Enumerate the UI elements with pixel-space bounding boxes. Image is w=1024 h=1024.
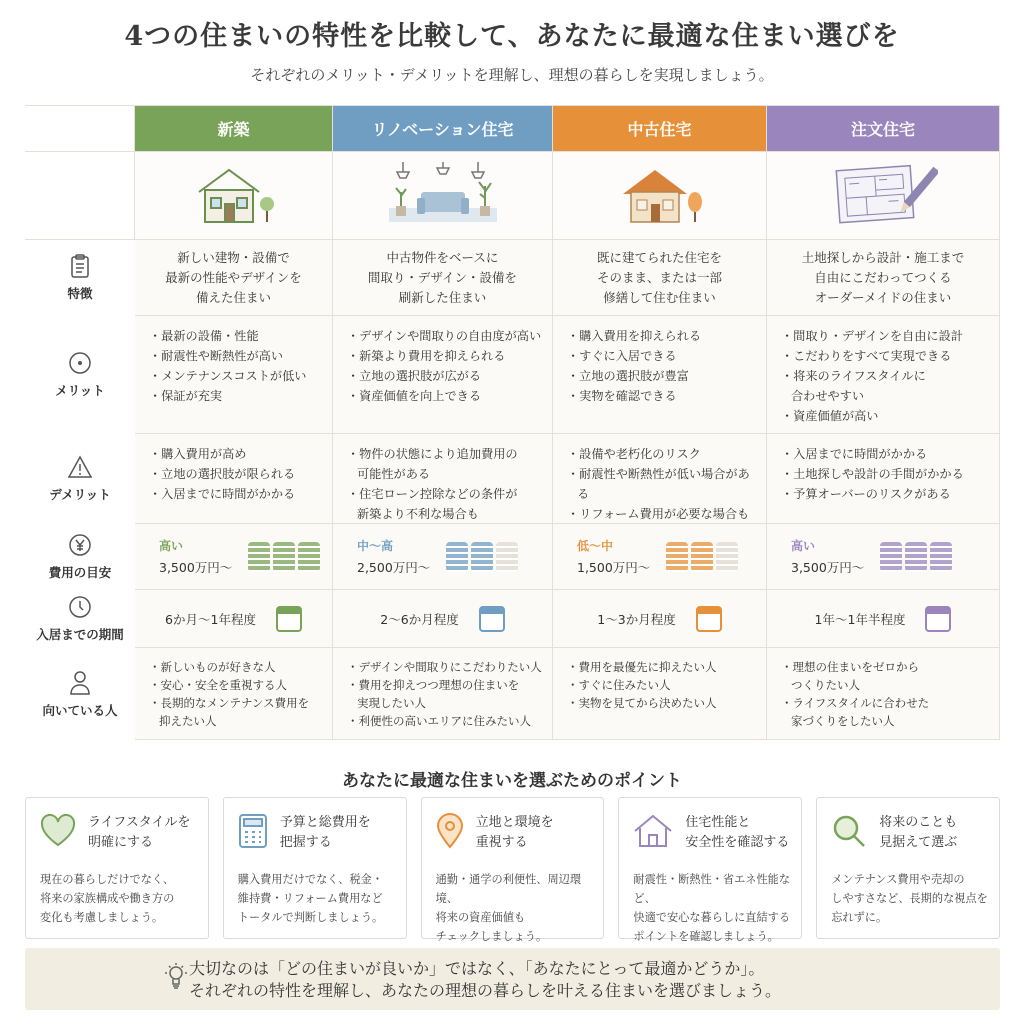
points-cards bbox=[25, 797, 1000, 943]
row-label-merit bbox=[25, 316, 135, 434]
coin-icon bbox=[716, 542, 738, 572]
coin-icon bbox=[666, 542, 688, 572]
list-item: ・予算オーバーのリスクがある bbox=[781, 487, 951, 501]
cost-level: 低〜中 bbox=[577, 539, 614, 553]
calendar-icon bbox=[696, 606, 722, 632]
coin-icon bbox=[446, 542, 468, 572]
cost-amount: 2,500万円〜 bbox=[357, 560, 431, 575]
demerit-cell-2 bbox=[553, 434, 767, 524]
row-label-demerit bbox=[25, 434, 135, 524]
comparison-table bbox=[25, 105, 1000, 739]
suited-list bbox=[135, 648, 332, 730]
list-item: ・住宅ローン控除などの条件が 新築より不利な場合も bbox=[347, 487, 518, 521]
clock-icon bbox=[68, 595, 92, 619]
column-header-3: 注文住宅 bbox=[767, 106, 1000, 152]
list-item: ・立地の選択肢が限られる bbox=[149, 467, 296, 481]
list-item: ・こだわりをすべて実現できる bbox=[781, 349, 952, 363]
coin-icon bbox=[930, 542, 952, 572]
list-item: ・入居までに時間がかかる bbox=[149, 487, 296, 501]
clipboard-icon bbox=[69, 254, 91, 278]
point-card-0 bbox=[25, 797, 209, 939]
list-item: ・土地探しや設計の手間がかかる bbox=[781, 467, 964, 481]
point-card-3 bbox=[618, 797, 802, 943]
point-card-body: メンテナンス費用や売却の しやすさなど、長期的な視点を 忘れずに。 bbox=[831, 873, 988, 924]
row-label-text: 特徴 bbox=[67, 286, 93, 301]
column-illustration-3 bbox=[767, 152, 1000, 240]
row-label-text: メリット bbox=[55, 383, 105, 398]
list-item: ・最新の設備・性能 bbox=[149, 329, 259, 343]
cost-cell-2 bbox=[553, 524, 767, 590]
cost-amount: 3,500万円〜 bbox=[159, 560, 233, 575]
point-card-title: 将来のことも 見据えて選ぶ bbox=[879, 815, 958, 850]
cost-cell-3 bbox=[767, 524, 1000, 590]
suited-cell-3 bbox=[767, 648, 1000, 740]
column-illustration-2 bbox=[553, 152, 767, 240]
list-item: ・ライフスタイルに合わせた 家づくりをしたい人 bbox=[781, 696, 930, 728]
row-label-text: 費用の目安 bbox=[48, 565, 112, 580]
list-item: ・実物を見てから決めたい人 bbox=[567, 696, 717, 710]
coin-stack-icon bbox=[248, 542, 320, 572]
list-item: ・リフォーム費用が必要な場合も bbox=[567, 507, 750, 521]
list-item: ・購入費用を抑えられる bbox=[567, 329, 702, 343]
suited-cell-1 bbox=[333, 648, 553, 740]
page-subtitle: それぞれのメリット・デメリットを理解し、理想の暮らしを実現しましょう。 bbox=[250, 66, 774, 84]
cost-text bbox=[577, 537, 650, 576]
list-item: ・資産価値が高い bbox=[781, 409, 879, 423]
coin-icon bbox=[298, 542, 320, 572]
cost-level: 高い bbox=[159, 539, 184, 553]
point-card-head bbox=[238, 812, 396, 854]
list-item: ・耐震性や断熱性が低い場合がある bbox=[567, 467, 750, 501]
merit-list bbox=[767, 316, 999, 426]
period-cell-0 bbox=[135, 590, 333, 648]
cost-cell-0 bbox=[135, 524, 333, 590]
house-outline-icon bbox=[633, 813, 673, 853]
point-card-head bbox=[40, 812, 198, 854]
calendar-icon bbox=[925, 606, 951, 632]
coin-icon bbox=[273, 542, 295, 572]
cost-level: 高い bbox=[791, 539, 816, 553]
row-label-suited bbox=[25, 648, 135, 740]
list-item: ・費用を最優先に抑えたい人 bbox=[567, 660, 717, 674]
demerit-cell-0 bbox=[135, 434, 333, 524]
coin-stack-icon bbox=[446, 542, 518, 572]
coin-icon bbox=[496, 542, 518, 572]
row-label-text: 向いている人 bbox=[42, 703, 118, 718]
column-illustration-1 bbox=[333, 152, 553, 240]
magnifier-icon bbox=[831, 813, 867, 853]
list-item: ・保証が充実 bbox=[149, 389, 223, 403]
cost-text bbox=[357, 537, 430, 576]
row-label-text: 入居までの期間 bbox=[36, 627, 124, 642]
point-card-body: 購入費用だけでなく、税金・ 維持費・リフォーム費用など トータルで判断しましょう。 bbox=[237, 873, 384, 924]
point-card-head bbox=[633, 812, 791, 854]
list-item: ・間取り・デザインを自由に設計 bbox=[781, 329, 963, 343]
row-label-cost bbox=[25, 524, 135, 590]
demerit-cell-1 bbox=[333, 434, 553, 524]
yen-icon bbox=[68, 533, 92, 557]
living-room-icon bbox=[383, 162, 503, 230]
list-item: ・すぐに住みたい人 bbox=[567, 678, 671, 692]
coin-stack-icon bbox=[880, 542, 952, 572]
list-item: ・理想の住まいをゼロから つくりたい人 bbox=[781, 660, 919, 692]
list-item: ・購入費用が高め bbox=[149, 447, 247, 461]
image-row-label bbox=[25, 152, 135, 240]
comparison-grid bbox=[25, 106, 1000, 740]
cost-cell-1 bbox=[333, 524, 553, 590]
demerit-list bbox=[767, 434, 999, 504]
period-cell-1 bbox=[333, 590, 553, 648]
cost-amount: 3,500万円〜 bbox=[791, 560, 865, 575]
coin-icon bbox=[471, 542, 493, 572]
cost-level: 中〜高 bbox=[357, 539, 394, 553]
feature-cell-0: 新しい建物・設備で 最新の性能やデザインを 備えた住まい bbox=[135, 240, 333, 316]
period-cell-3 bbox=[767, 590, 1000, 648]
list-item: ・利便性の高いエリアに住みたい人 bbox=[347, 714, 531, 728]
circle-dot-icon bbox=[68, 351, 92, 375]
column-header-0: 新築 bbox=[135, 106, 333, 152]
heart-icon bbox=[40, 814, 76, 852]
merit-list bbox=[135, 316, 332, 406]
list-item: ・立地の選択肢が豊富 bbox=[567, 369, 689, 383]
column-header-2: 中古住宅 bbox=[553, 106, 767, 152]
list-item: ・耐震性や断熱性が高い bbox=[149, 349, 284, 363]
point-card-1 bbox=[223, 797, 407, 939]
suited-list bbox=[767, 648, 999, 730]
calculator-icon bbox=[238, 813, 268, 853]
point-card-2 bbox=[421, 797, 605, 943]
list-item: ・安心・安全を重視する人 bbox=[149, 678, 287, 692]
summary-note bbox=[25, 948, 1000, 1010]
suited-cell-2 bbox=[553, 648, 767, 740]
demerit-list bbox=[135, 434, 332, 504]
list-item: ・入居までに時間がかかる bbox=[781, 447, 928, 461]
list-item: ・立地の選択肢が広がる bbox=[347, 369, 482, 383]
calendar-icon bbox=[276, 606, 302, 632]
list-item: ・すぐに入居できる bbox=[567, 349, 677, 363]
list-item: ・設備や老朽化のリスク bbox=[567, 447, 701, 461]
row-label-feature bbox=[25, 240, 135, 316]
list-item: ・費用を抑えつつ理想の住まいを 実現したい人 bbox=[347, 678, 520, 710]
coin-icon bbox=[905, 542, 927, 572]
table-corner bbox=[25, 106, 135, 152]
page-title: 4つの住まいの特性を比較して、あなたに最適な住まい選びを bbox=[124, 21, 900, 52]
merit-cell-3 bbox=[767, 316, 1000, 434]
calendar-icon bbox=[479, 606, 505, 632]
summary-note-text: 大切なのは「どの住まいが良いか」ではなく、「あなたにとって最適かどうか」。 それぞれの特性を理解し、あなたの理想の暮らしを叶える住まいを選びましょう。 bbox=[189, 959, 782, 1000]
list-item: ・将来のライフスタイルに 合わせやすい bbox=[781, 369, 926, 403]
list-item: ・デザインや間取りの自由度が高い bbox=[347, 329, 542, 343]
feature-cell-3: 土地探しから設計・施工まで 自由にこだわってつくる オーダーメイドの住まい bbox=[767, 240, 1000, 316]
period-text: 1〜3か月程度 bbox=[597, 611, 676, 627]
list-item: ・メンテナンスコストが低い bbox=[149, 369, 307, 383]
warning-icon bbox=[67, 455, 93, 479]
person-icon bbox=[68, 669, 92, 695]
point-card-body: 現在の暮らしだけでなく、 将来の家族構成や働き方の 変化も考慮しましょう。 bbox=[40, 873, 175, 924]
merit-cell-1 bbox=[333, 316, 553, 434]
row-label-text: デメリット bbox=[49, 487, 111, 502]
point-card-head bbox=[436, 812, 594, 854]
column-header-1: リノベーション住宅 bbox=[333, 106, 553, 152]
coin-icon bbox=[880, 542, 902, 572]
cost-text bbox=[791, 537, 864, 576]
suited-cell-0 bbox=[135, 648, 333, 740]
merit-cell-2 bbox=[553, 316, 767, 434]
demerit-list bbox=[333, 434, 552, 524]
list-item: ・新築より費用を抑えられる bbox=[347, 349, 506, 363]
period-text: 1年〜1年半程度 bbox=[814, 611, 906, 627]
coin-stack-icon bbox=[666, 542, 738, 572]
point-card-title: 立地と環境を 重視する bbox=[475, 815, 554, 850]
period-cell-2 bbox=[553, 590, 767, 648]
coin-icon bbox=[248, 542, 270, 572]
map-pin-icon bbox=[436, 813, 464, 853]
demerit-cell-3 bbox=[767, 434, 1000, 524]
list-item: ・資産価値を向上できる bbox=[347, 389, 482, 403]
list-item: ・物件の状態により追加費用の 可能性がある bbox=[347, 447, 518, 481]
list-item: ・新しいものが好きな人 bbox=[149, 660, 276, 674]
period-text: 2〜6か月程度 bbox=[380, 611, 459, 627]
point-card-title: 住宅性能と 安全性を確認する bbox=[685, 815, 790, 850]
blueprint-pencil-icon bbox=[828, 162, 938, 230]
old-house-icon bbox=[615, 162, 705, 230]
column-illustration-0 bbox=[135, 152, 333, 240]
merit-list bbox=[333, 316, 552, 406]
point-card-head bbox=[831, 812, 989, 854]
point-card-4 bbox=[816, 797, 1000, 939]
points-title: あなたに最適な住まいを選ぶためのポイント bbox=[342, 771, 682, 791]
coin-icon bbox=[691, 542, 713, 572]
merit-list bbox=[553, 316, 766, 406]
period-text: 6か月〜1年程度 bbox=[165, 611, 256, 627]
demerit-list bbox=[553, 434, 766, 524]
suited-list bbox=[553, 648, 766, 712]
point-card-body: 耐震性・断熱性・省エネ性能など、 快適で安心な暮らしに直結する ポイントを確認しましょう。 bbox=[633, 873, 791, 943]
feature-cell-1: 中古物件をベースに 間取り・デザイン・設備を 刷新した住まい bbox=[333, 240, 553, 316]
suited-list bbox=[333, 648, 552, 730]
point-card-body: 通勤・通学の利便性、周辺環境、 将来の資産価値も チェックしましょう。 bbox=[435, 873, 582, 943]
list-item: ・デザインや間取りにこだわりたい人 bbox=[347, 660, 542, 674]
list-item: ・実物を確認できる bbox=[567, 389, 677, 403]
row-label-period bbox=[25, 590, 135, 648]
list-item: ・長期的なメンテナンス費用を 抑えたい人 bbox=[149, 696, 310, 728]
house-icon bbox=[189, 162, 279, 230]
cost-amount: 1,500万円〜 bbox=[577, 560, 651, 575]
point-card-title: 予算と総費用を 把握する bbox=[279, 815, 371, 850]
merit-cell-0 bbox=[135, 316, 333, 434]
cost-text bbox=[159, 537, 232, 576]
feature-cell-2: 既に建てられた住宅を そのまま、または一部 修繕して住む住まい bbox=[553, 240, 767, 316]
point-card-title: ライフスタイルを 明確にする bbox=[88, 815, 191, 850]
lightbulb-icon bbox=[165, 962, 187, 996]
